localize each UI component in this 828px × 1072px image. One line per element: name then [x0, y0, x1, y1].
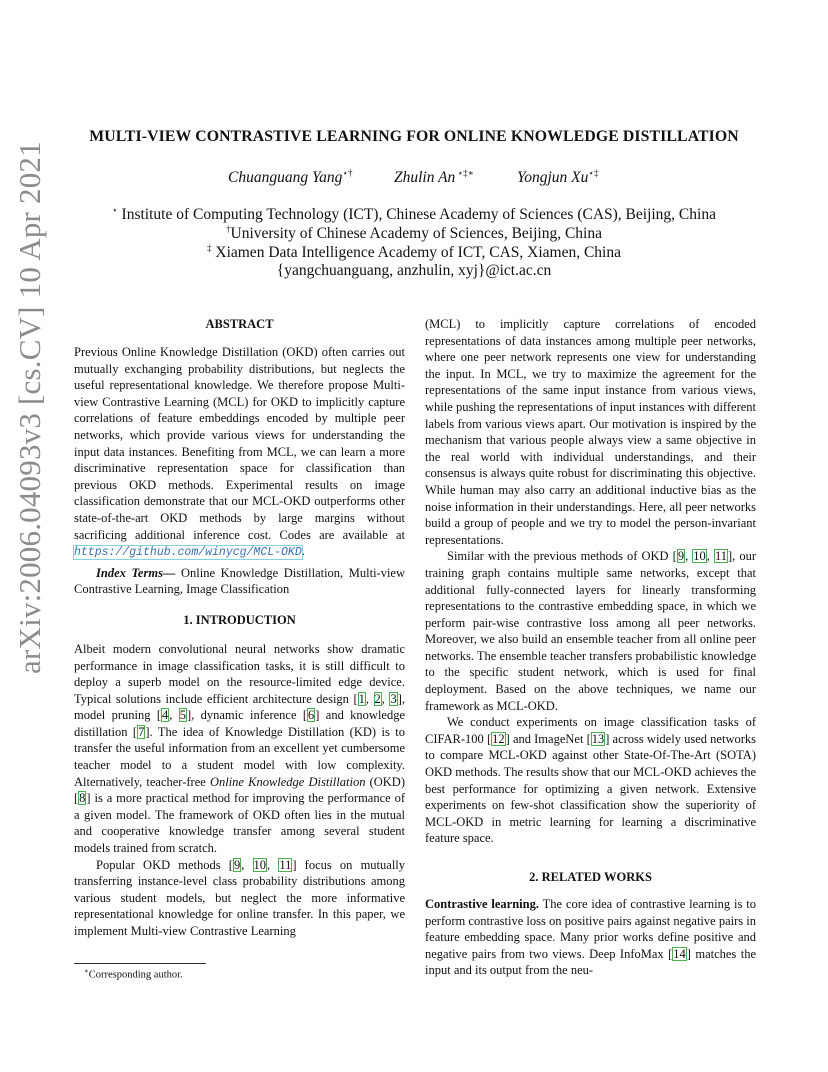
text-run: ,: [169, 708, 179, 723]
citation-link[interactable]: 9: [233, 857, 241, 872]
affiliation-1: [0, 205, 828, 224]
citation-link[interactable]: 6: [308, 708, 315, 723]
text-run: ,: [241, 857, 253, 872]
author-list: [0, 168, 828, 190]
abstract-text: Previous Online Knowledge Distillation (OKD) often carries out mutually exchanging probability distributions, but neglects the useful representational knowledge. We therefore propose Multi-view Contrastive Learning (MCL) for OKD to implicitly capture correlations of feature embeddings encoded by multiple peer networks, which provide various views for understanding the input data instances. Benefiting from MCL, we can learn a more discriminative representation space for classification than previous OKD methods. Experimental results on image classification demonstrate that our MCL-OKD outperforms other state-of-the-art OKD methods by large margins without sacrificing additional inference cost. Codes are available at: [74, 345, 405, 542]
citation-link[interactable]: 5: [179, 708, 186, 723]
affiliation-mark: ⋆: [112, 205, 118, 215]
text-run: The core idea of contrastive learning is to perform contrastive loss on positive pairs against negative pairs in feature embedding space. Many prior works define positive and negative pairs from two views. Deep InfoMax [: [425, 897, 756, 961]
paper-title: MULTI-VIEW CONTRASTIVE LEARNING FOR ONLINE KNOWLEDGE DISTILLATION: [89, 128, 739, 145]
author-marks: ⋆‡∗: [455, 168, 474, 178]
intro-paragraph-2-cont: (MCL) to implicitly capture correlations of encoded representations of data instances among multiple peer networks, where one peer network represents one view for understanding the input. In MCL, we try to maximize the agreement for the representations of the same input instance from various views, while pushing the representations of input instances with different labels from various views apart. Our motivation is inspired by the mechanism that various people always view a same objective in the real world with individual understandings, and their consensus is always quite robust for discriminating this objective. While human may also carry an additional inductive bias as the noise information in their understandings. Here, all peer networks build a group of people and we try to model the person-invariant representations.: [425, 317, 756, 547]
intro-paragraph-2: [74, 857, 405, 940]
index-terms: [74, 565, 405, 598]
author-1: [228, 168, 353, 187]
citation-link[interactable]: 12: [492, 731, 505, 746]
intro-paragraph-3: [425, 548, 756, 714]
abstract-heading: ABSTRACT: [205, 317, 274, 331]
author-3: [517, 168, 599, 187]
citation-link[interactable]: 10: [693, 549, 706, 564]
citation-link[interactable]: 9: [677, 549, 685, 564]
footnote: [84, 967, 183, 981]
citation-link[interactable]: 11: [714, 549, 727, 564]
affiliation-text: University of Chinese Academy of Sciences, Beijing, China: [230, 225, 602, 243]
index-terms-text: Online Knowledge Distillation, Multi-view Contrastive Learning, Image Classification: [74, 565, 406, 597]
text-run: ], model pruning [: [74, 691, 405, 723]
author-name: Chuanguang Yang: [228, 169, 343, 187]
text-run: Albeit modern convolutional neural networks show dramatic performance in image classification tasks, it is still difficult to deploy a superb model on the resource-limited edge device. Typical solutions include efficient architecture design [: [74, 641, 405, 706]
text-run: ], dynamic inference [: [186, 708, 308, 723]
text-run: ,: [706, 549, 714, 564]
author-name: Zhulin An: [394, 169, 456, 187]
footnote-text: Corresponding author.: [88, 969, 183, 981]
citation-link[interactable]: 13: [591, 731, 605, 746]
text-run: ] is a more practical method for improving the performance of a given model. The framework of OKD often lies in the mutual and cooperative knowledge transfer among several student models trained from scratch.: [74, 791, 405, 856]
affiliation-mark: †: [226, 224, 231, 234]
affiliation-text: Institute of Computing Technology (ICT), Chinese Academy of Sciences (CAS), Beijing, China: [117, 206, 716, 224]
citation-link[interactable]: 8: [79, 791, 86, 806]
citation-link[interactable]: 10: [253, 857, 267, 872]
author-2: [394, 168, 474, 187]
related-works-paragraph: [425, 896, 756, 979]
affiliation-2: [0, 224, 828, 243]
citation-link[interactable]: 4: [162, 708, 169, 723]
intro-paragraph-1: [74, 641, 405, 857]
text-run: ] matches the input and its output from the neu-: [425, 946, 756, 978]
text-run: ] focus on mutually transferring instance-level class probability distributions among various student models, but neglect the more informative representational knowledge for online transfer. In this paper, we implement Multi-view Contrastive Learning: [74, 857, 406, 938]
text-run: We conduct experiments on image classification tasks of CIFAR-100 [: [425, 715, 756, 746]
text-run: ,: [685, 549, 693, 564]
affiliation-text: Xiamen Data Intelligence Academy of ICT, CAS, Xiamen, China: [211, 244, 621, 262]
text-run: ] and knowledge distillation [: [74, 708, 406, 739]
citation-link[interactable]: 11: [279, 857, 292, 872]
related-works-heading: 2. RELATED WORKS: [529, 870, 652, 884]
emphasis-text: Online Knowledge Distillation: [209, 774, 366, 789]
author-marks: ⋆†: [342, 168, 353, 178]
author-name: Yongjun Xu: [517, 169, 589, 187]
citation-link[interactable]: 3: [390, 691, 397, 706]
text-run: (OKD) [: [74, 774, 405, 806]
email-text: {yangchuanguang, anzhulin, xyj}@ict.ac.cn: [276, 262, 552, 279]
arxiv-stamp: arXiv:2006.04093v3 [cs.CV] 10 Apr 2021: [12, 141, 47, 674]
intro-heading: 1. INTRODUCTION: [183, 612, 296, 627]
author-marks: ⋆‡: [588, 168, 599, 178]
text-run: Similar with the previous methods of OKD [: [447, 549, 677, 564]
text-run: ]. The idea of Knowledge Distillation (KD) is to transfer the useful information from an excellent yet cumbersome teacher model to a student model with low complexity. Alternatively, teacher-free: [74, 724, 405, 789]
text-run: ,: [267, 857, 279, 872]
abstract-body: [74, 344, 405, 562]
index-terms-label: Index Terms—: [96, 565, 176, 580]
paragraph-label: Contrastive learning.: [425, 897, 539, 911]
left-column: [74, 316, 405, 940]
text-run: ], our training graph contains multiple same networks, except that additional fully-connected layers for linearly transforming representations to the contrastive embedding space, in which we perform pair-wise contrastive loss among all peer networks. Moreover, we also build an ensemble teacher from all online peer networks. The ensemble teacher transfers probabilistic knowledge to the specific student network, which is used for final deployment. Based on the above techniques, we name our framework as MCL-OKD.: [425, 549, 756, 713]
text-run: Popular OKD methods [: [96, 857, 233, 872]
text-run: ,: [381, 691, 390, 706]
text-run: ,: [365, 691, 374, 706]
citation-link[interactable]: 7: [138, 724, 145, 739]
affiliation-mark: ‡: [207, 243, 212, 253]
text-run: ] and ImageNet [: [505, 731, 591, 746]
citation-link[interactable]: 2: [374, 691, 381, 706]
footnote-mark: ∗: [84, 967, 89, 975]
citation-link[interactable]: 14: [673, 946, 686, 961]
code-link[interactable]: https://github.com/winycg/MCL-OKD: [74, 546, 302, 560]
abstract-text-tail: .: [301, 544, 305, 559]
text-run: ] across widely used networks to compare MCL-OKD against other State-Of-The-Art (SOTA) OKD methods. The results show that our MCL-OKD achieves the best performance for optimizing a given network. Extensive experiments on few-shot classification show the superiority of MCL-OKD in metric learning for learning a discriminative feature space.: [425, 731, 756, 846]
intro-paragraph-4: [425, 714, 756, 847]
footnote-rule: [74, 963, 206, 964]
right-column: [425, 316, 756, 979]
author-emails: [0, 262, 828, 280]
affiliation-3: [0, 243, 828, 262]
citation-link[interactable]: 1: [358, 691, 365, 706]
